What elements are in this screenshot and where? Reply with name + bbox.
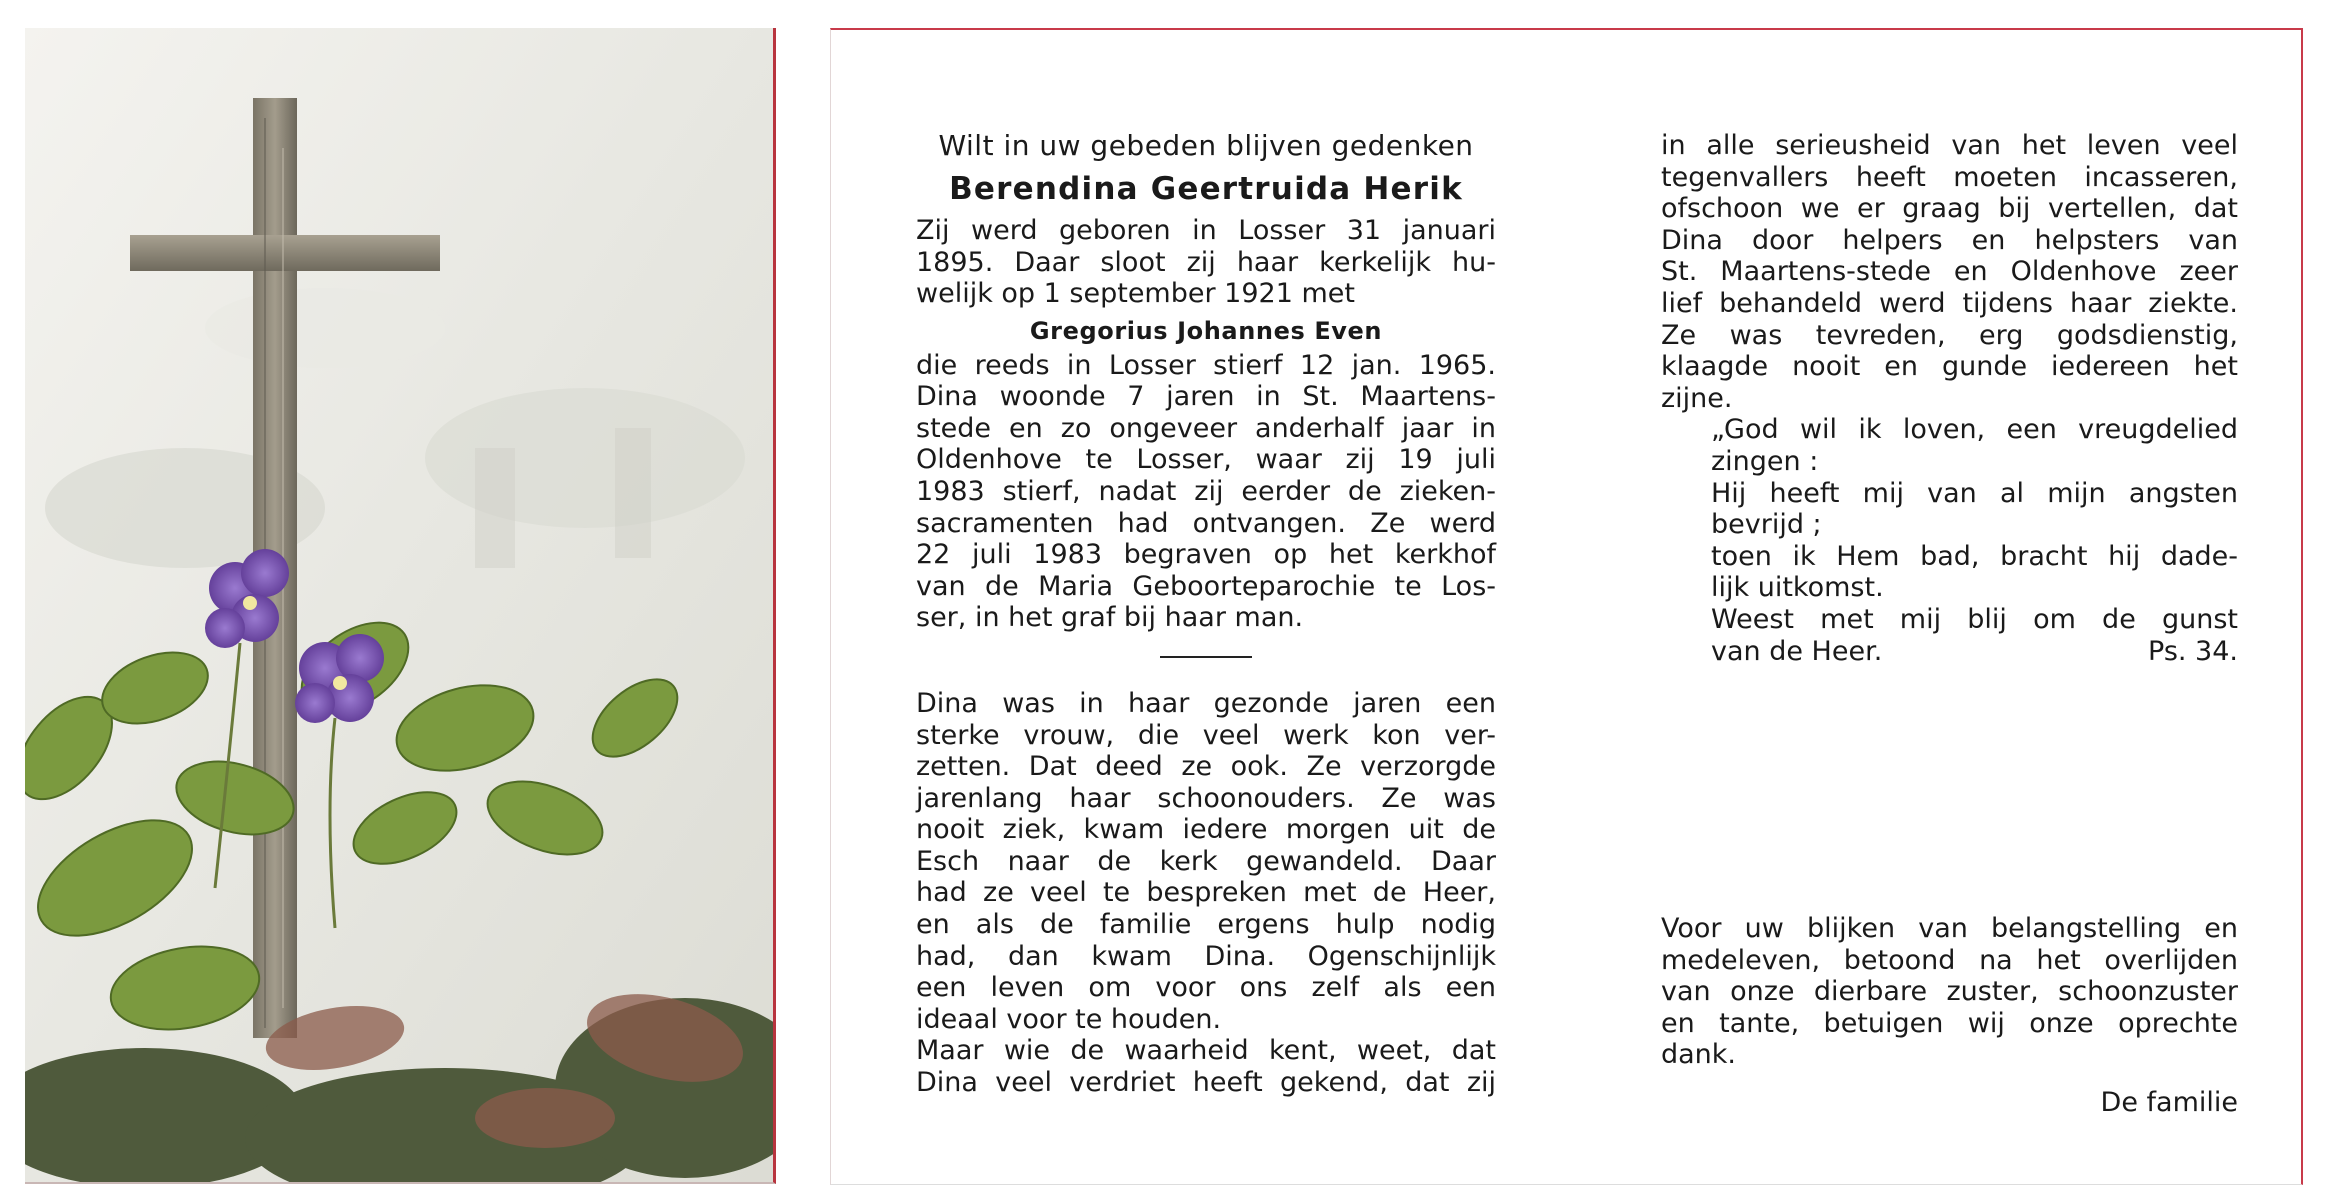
intro-line: Wilt in uw gebeden blijven gedenken [938,129,1474,162]
text-line: een leven om voor ons zelf als een [916,972,1496,1004]
text-line: medeleven, betoond na het overlijden [1661,944,2238,976]
text-line: en als de familie ergens hulp nodig [916,909,1496,941]
memorial-photo [25,28,776,1184]
text-line: Dina woonde 7 jaren in St. Maartens- [916,381,1496,413]
text-line: en tante, betuigen wij onze oprechte [1661,1007,2238,1039]
text-line: klaagde nooit en gunde iedereen het [1661,351,2238,383]
memorial-card-text [830,28,2303,1185]
signature: De familie [2100,1086,2238,1118]
right-text-column [1661,130,2238,667]
text-line: sacramenten had ontvangen. Ze werd [916,507,1496,539]
poem-line: zingen : [1711,445,1819,477]
left-text-column [916,130,1496,1099]
text-line: 22 juli 1983 begraven op het kerkhof [916,539,1496,571]
text-line: zijne. [1661,382,1733,414]
text-line: nooit ziek, kwam iedere morgen uit de [916,814,1496,846]
text-line: Dina door helpers en helpsters van [1661,224,2238,256]
life-story [916,688,1496,1099]
text-line: Esch naar de kerk gewandeld. Daar [916,845,1496,877]
poem-line: lijk uitkomst. [1711,572,1884,604]
text-line: stede en zo ongeveer anderhalf jaar in [916,412,1496,444]
life-story-continued [1661,130,2238,414]
text-line: tegenvallers heeft moeten incasseren, [1661,161,2238,193]
text-line: Ze was tevreden, erg godsdienstig, [1661,319,2238,351]
poem-line: Weest met mij blij om de gunst [1711,603,2238,635]
text-line: 1895. Daar sloot zij haar kerkelijk hu- [916,246,1496,278]
text-line: Maar wie de waarheid kent, weet, dat [916,1035,1496,1067]
text-line: Zij werd geboren in Losser 31 januari [916,215,1496,247]
text-line: St. Maartens-stede en Oldenhove zeer [1661,256,2238,288]
text-line: sterke vrouw, die veel werk kon ver- [916,719,1496,751]
text-line: zetten. Dat deed ze ook. Ze verzorgde [916,751,1496,783]
poem-line: bevrijd ; [1711,509,1822,541]
deceased-name: Berendina Geertruida Herik [949,170,1463,207]
text-line: Dina veel verdriet heeft gekend, dat zij [916,1067,1496,1099]
text-line: welijk op 1 september 1921 met [916,278,1355,310]
cross-with-violets-image [25,28,773,1182]
text-line: Oldenhove te Losser, waar zij 19 juli [916,444,1496,476]
poem-last-line [1711,636,2238,668]
text-line: die reeds in Losser stierf 12 jan. 1965. [916,349,1496,381]
text-line: Dina was in haar gezonde jaren een [916,687,1496,719]
husband-name: Gregorius Johannes Even [1029,316,1383,345]
text-line: had, dan kwam Dina. Ogenschijnlijk [916,940,1496,972]
text-line: van de Maria Geboorteparochie te Los- [916,570,1496,602]
divider [1160,656,1252,658]
text-line: 1983 stierf, nadat zij eerder de zieken- [916,475,1496,507]
psalm-reference: Ps. 34. [2148,635,2238,667]
text-line: lief behandeld werd tijdens haar ziekte. [1661,287,2238,319]
text-line: ofschoon we er graag bij vertellen, dat [1661,193,2238,225]
psalm-quote [1661,414,2238,667]
thanks-note [1661,913,2238,1119]
poem-line: Hij heeft mij van al mijn angsten [1711,477,2238,509]
text-line: Voor uw blijken van belangstelling en [1661,913,2238,944]
poem-line: van de Heer. [1711,635,1883,667]
poem-line: toen ik Hem bad, bracht hij dade- [1711,540,2238,572]
text-line: ser, in het graf bij haar man. [916,602,1304,634]
text-line: jarenlang haar schoonouders. Ze was [916,782,1496,814]
text-line: in alle serieusheid van het leven veel [1661,130,2238,161]
text-line: had ze veel te bespreken met de Heer, [916,877,1496,909]
text-line: dank. [1661,1039,1737,1071]
biography-part-2 [916,350,1496,634]
text-line: van onze dierbare zuster, schoonzuster [1661,976,2238,1008]
poem-line: „God wil ik loven, een vreugdelied [1711,414,2238,446]
biography-part-1 [916,215,1496,310]
text-line: ideaal voor te houden. [916,1003,1222,1035]
